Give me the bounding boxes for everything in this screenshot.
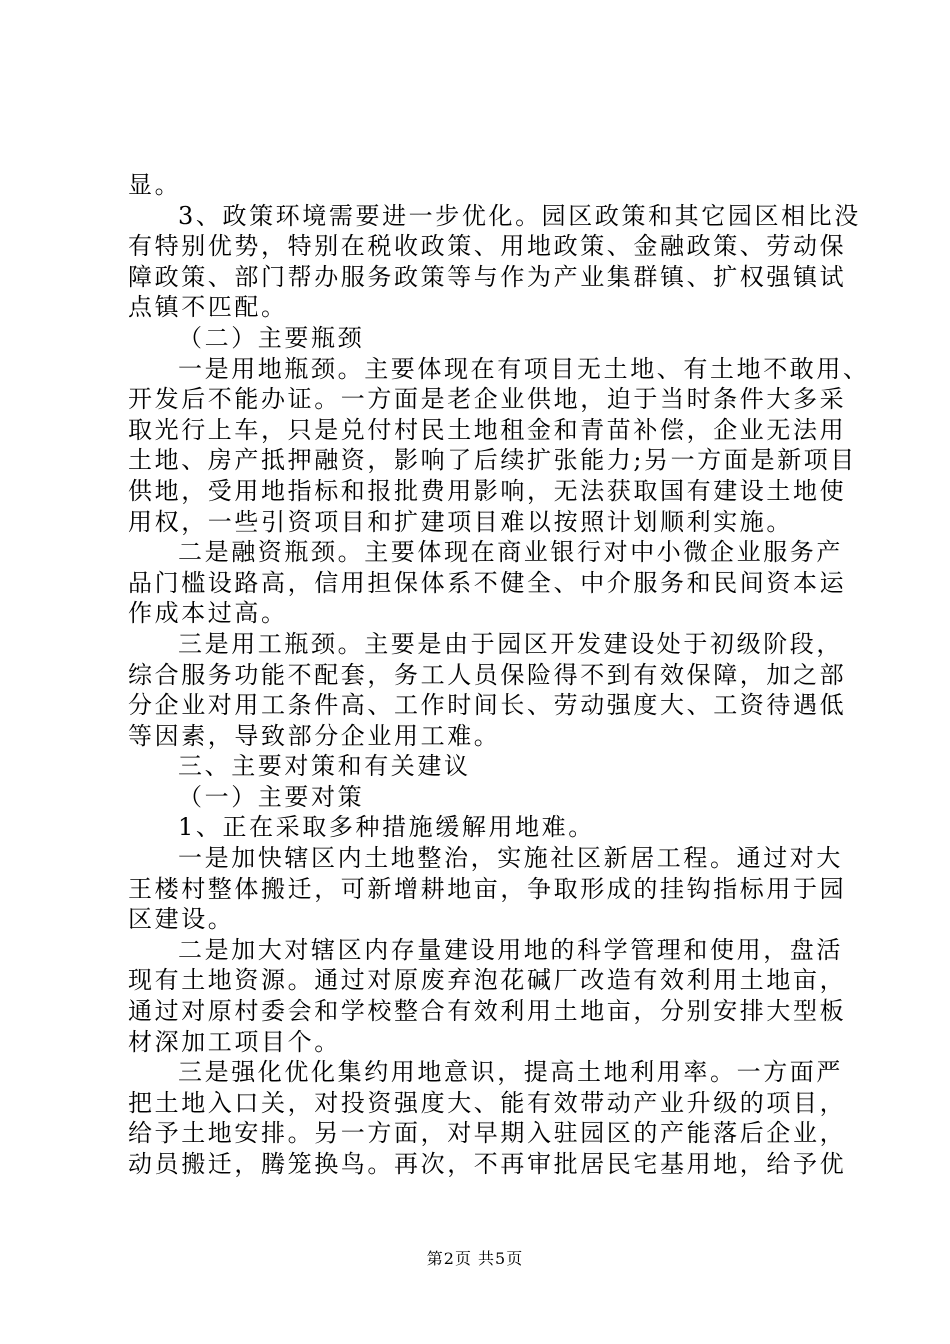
text-line: 开发后不能办证。一方面是老企业供地，迫于当时条件大多采 [128,385,847,414]
text-line: 显。 [128,171,182,199]
text-line: 材深加工项目个。 [128,1027,341,1056]
text-line: 动员搬迁，腾笼换鸟。再次，不再审批居民宅基用地，给予优 [128,1150,847,1178]
text-line: 取光行上车，只是兑付村民土地租金和青苗补偿，企业无法用 [128,415,847,444]
text-line: 给予土地安排。另一方面，对早期入驻园区的产能落后企业， [128,1119,847,1148]
text-line: 二是融资瓶颈。主要体现在商业银行对中小微企业服务产 [178,538,843,567]
text-line: 现有土地资源。通过对原废弃泡花碱厂改造有效利用土地亩， [128,966,847,995]
text-line: 综合服务功能不配套，务工人员保险得不到有效保障，加之部 [128,660,847,689]
text-line: 分企业对用工条件高、工作时间长、劳动强度大、工资待遇低 [128,691,847,720]
section-heading: （一）主要对策 [178,782,365,811]
body-text [128,170,870,1180]
text-line: 供地，受用地指标和报批费用影响，无法获取国有建设土地使 [128,476,847,505]
text-line: 二是加大对辖区内存量建设用地的科学管理和使用，盘活 [178,935,843,964]
text-line: 三是用工瓶颈。主要是由于园区开发建设处于初级阶段， [178,629,843,658]
text-line: 把土地入口关，对投资强度大、能有效带动产业升级的项目， [128,1088,847,1117]
text-line: 1、正在采取多种措施缓解用地难。 [178,813,595,842]
text-line: 土地、房产抵押融资，影响了后续扩张能力;另一方面是新项目 [128,446,857,475]
text-line: 有特别优势，特别在税收政策、用地政策、金融政策、劳动保 [128,232,847,261]
text-line: 通过对原村委会和学校整合有效利用土地亩，分别安排大型板 [128,997,847,1026]
text-line: 作成本过高。 [128,599,288,628]
text-line: 一是用地瓶颈。主要体现在有项目无土地、有土地不敢用、 [178,354,870,383]
text-line: 点镇不匹配。 [128,293,288,322]
page-number-footer: 第2页 共5页 [426,1249,524,1268]
text-line: 用权，一些引资项目和扩建项目难以按照计划顺利实施。 [128,507,793,536]
text-line: 一是加快辖区内土地整治，实施社区新居工程。通过对大 [178,844,843,873]
text-line: 王楼村整体搬迁，可新增耕地亩，争取形成的挂钩指标用于园 [128,874,847,903]
text-line: 等因素，导致部分企业用工难。 [128,721,501,750]
text-line: 品门槛设路高，信用担保体系不健全、中介服务和民间资本运 [128,568,847,597]
text-line: 三是强化优化集约用地意识，提高土地利用率。一方面严 [178,1058,843,1087]
text-line: 障政策、部门帮办服务政策等与作为产业集群镇、扩权强镇试 [128,262,847,291]
section-heading: （二）主要瓶颈 [178,323,365,352]
text-line: 区建设。 [128,905,235,934]
section-heading: 三、主要对策和有关建议 [178,752,471,781]
text-line: 3、政策环境需要进一步优化。园区政策和其它园区相比没 [178,201,861,230]
